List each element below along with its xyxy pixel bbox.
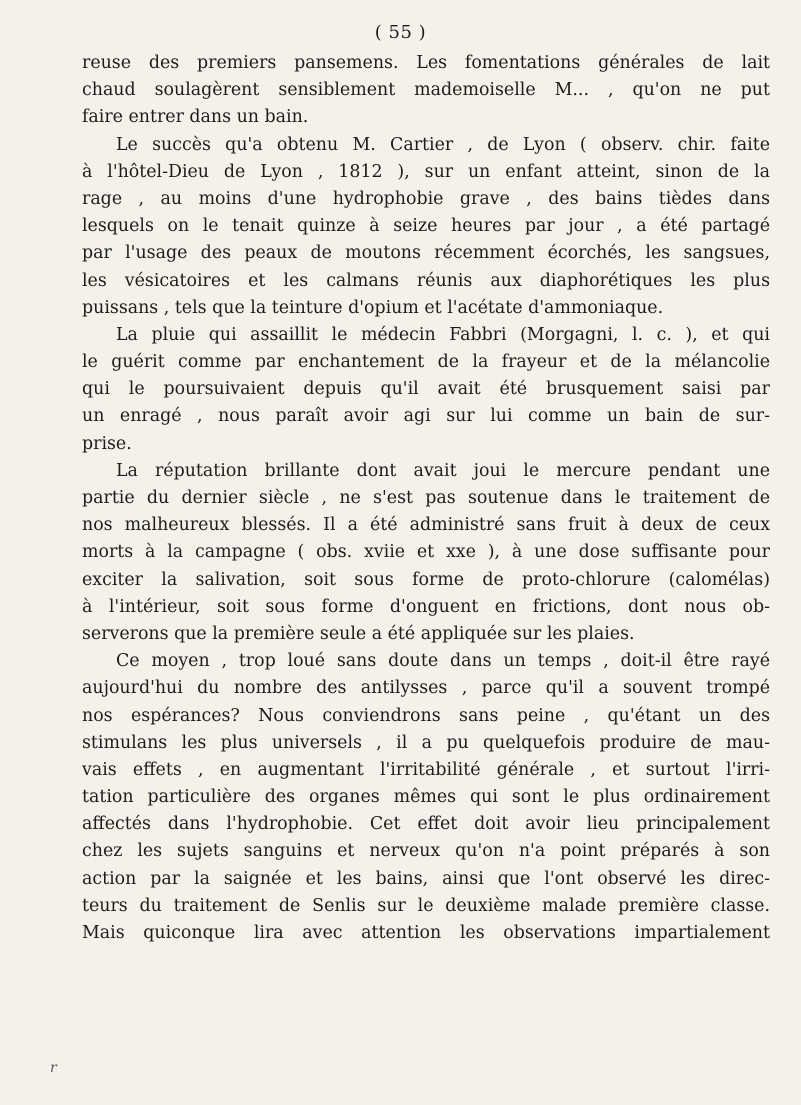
text-line: le guérit comme par enchantement de la frayeur et de la mélancolie <box>82 352 770 373</box>
text-line: nos espérances? Nous conviendrons sans peine , qu'étant un des <box>82 705 770 726</box>
text-line: tation particulière des organes mêmes qui sont le plus ordinairement <box>82 787 770 808</box>
text-line: lesquels on le tenait quinze à seize heures par jour , a été partagé <box>82 216 770 237</box>
text-line: La pluie qui assaillit le médecin Fabbri (Morgagni, l. c. ), et qui <box>116 324 770 345</box>
text-line: Le succès qu'a obtenu M. Cartier , de Lyon ( observ. chir. faite <box>116 134 770 155</box>
margin-mark: r <box>50 1060 57 1076</box>
text-line: Ce moyen , trop loué sans doute dans un temps , doit-il être rayé <box>116 651 770 672</box>
text-line: aujourd'hui du nombre des antilysses , parce qu'il a souvent trompé <box>82 678 770 699</box>
text-line: à l'intérieur, soit sous forme d'onguent en frictions, dont nous ob- <box>82 596 770 617</box>
text-line: stimulans les plus universels , il a pu quelquefois produire de mau- <box>82 732 770 753</box>
text-line: puissans , tels que la teinture d'opium et l'acétate d'ammoniaque. <box>82 297 664 318</box>
text-line: qui le poursuivaient depuis qu'il avait été brusquement saisi par <box>82 379 770 400</box>
text-line: rage , au moins d'une hydrophobie grave , des bains tièdes dans <box>82 188 770 209</box>
text-line: un enragé , nous paraît avoir agi sur lui comme un bain de sur- <box>82 406 770 427</box>
page-number: ( 55 ) <box>374 22 427 43</box>
text-line: Mais quiconque lira avec attention les observations impartialement <box>82 923 770 943</box>
text-line: La réputation brillante dont avait joui le mercure pendant une <box>116 460 770 481</box>
text-line: serverons que la première seule a été appliquée sur les plaies. <box>82 623 635 644</box>
text-line: vais effets , en augmentant l'irritabilité générale , et surtout l'irri- <box>82 759 770 780</box>
text-line: faire entrer dans un bain. <box>82 107 309 128</box>
text-line: à l'hôtel-Dieu de Lyon , 1812 ), sur un enfant atteint, sinon de la <box>82 161 770 182</box>
text-line: chaud soulagèrent sensiblement mademoiselle M... , qu'on ne put <box>82 80 770 101</box>
text-line: morts à la campagne ( obs. xviie et xxe ), à une dose suffisante pour <box>82 542 770 563</box>
text-line: exciter la salivation, soit sous forme de proto-chlorure (calomélas) <box>82 569 770 590</box>
text-line: affectés dans l'hydrophobie. Cet effet doit avoir lieu principalement <box>82 814 770 835</box>
text-line: action par la saignée et les bains, ainsi que l'ont observé les direc- <box>82 868 770 889</box>
text-line: teurs du traitement de Senlis sur le deuxième malade première classe. <box>82 895 770 916</box>
text-line: partie du dernier siècle , ne s'est pas soutenue dans le traitement de <box>82 488 770 508</box>
text-line: nos malheureux blessés. Il a été administré sans fruit à deux de ceux <box>82 515 770 536</box>
text-line: reuse des premiers pansemens. Les fomentations générales de lait <box>82 53 770 73</box>
body-text <box>82 50 770 947</box>
text-line: par l'usage des peaux de moutons récemment écorchés, les sangsues, <box>82 243 770 264</box>
text-line: les vésicatoires et les calmans réunis aux diaphorétiques les plus <box>82 270 770 291</box>
text-line: chez les sujets sanguins et nerveux qu'on n'a point préparés à son <box>82 841 770 862</box>
text-line: prise. <box>82 433 132 454</box>
